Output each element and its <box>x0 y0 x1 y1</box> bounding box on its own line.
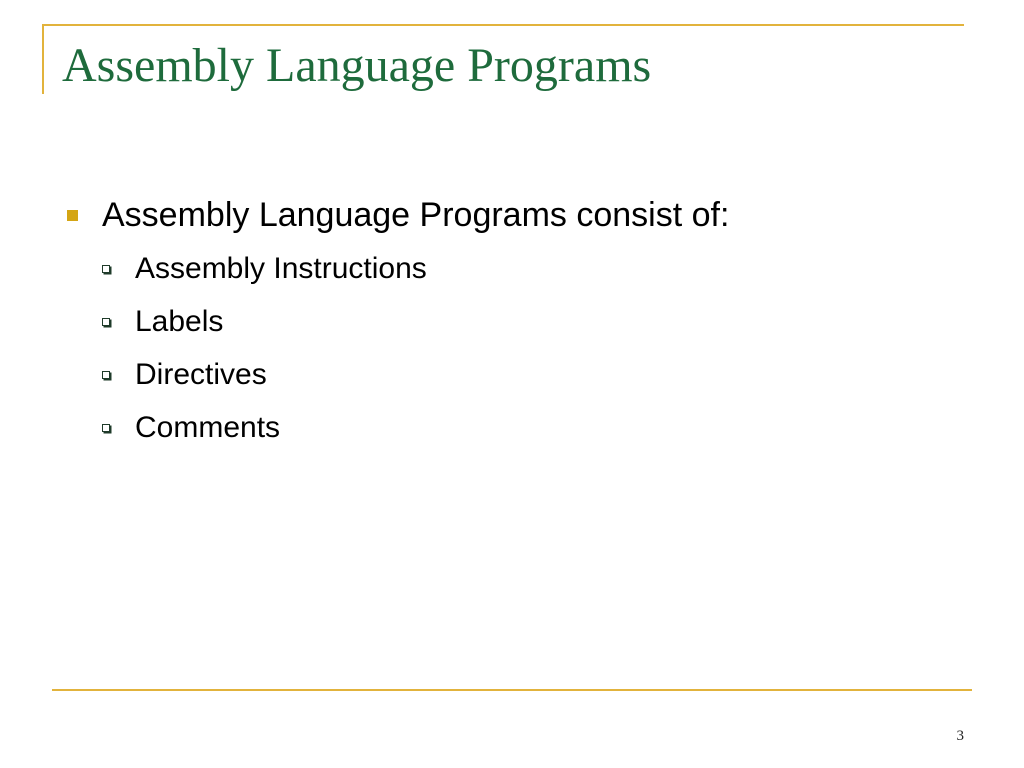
sub-bullet-item <box>64 295 964 348</box>
sub-bullet-item <box>64 242 964 295</box>
sub-bullet-text: Labels <box>135 304 224 338</box>
sub-bullet-text: Comments <box>135 410 281 444</box>
footer-rule <box>52 689 972 691</box>
hollow-square-bullet-icon <box>102 371 110 379</box>
title-frame-top-rule <box>42 24 964 26</box>
hollow-square-bullet-icon <box>102 265 110 273</box>
page-number: 3 <box>956 728 964 744</box>
sub-bullet-text: Assembly Instructions <box>135 251 427 285</box>
slide-title: Assembly Language Programs <box>62 39 652 92</box>
slide-content <box>64 188 964 454</box>
filled-square-bullet-icon <box>67 210 78 221</box>
hollow-square-bullet-icon <box>102 318 110 326</box>
sub-bullet-text: Directives <box>135 357 267 391</box>
title-frame-left-rule <box>42 24 44 94</box>
sub-bullet-item <box>64 348 964 401</box>
bullet-item <box>64 188 964 242</box>
sub-bullet-item <box>64 401 964 454</box>
bullet-text: Assembly Language Programs consist of: <box>102 195 730 234</box>
sub-bullet-list <box>64 242 964 454</box>
hollow-square-bullet-icon <box>102 424 110 432</box>
